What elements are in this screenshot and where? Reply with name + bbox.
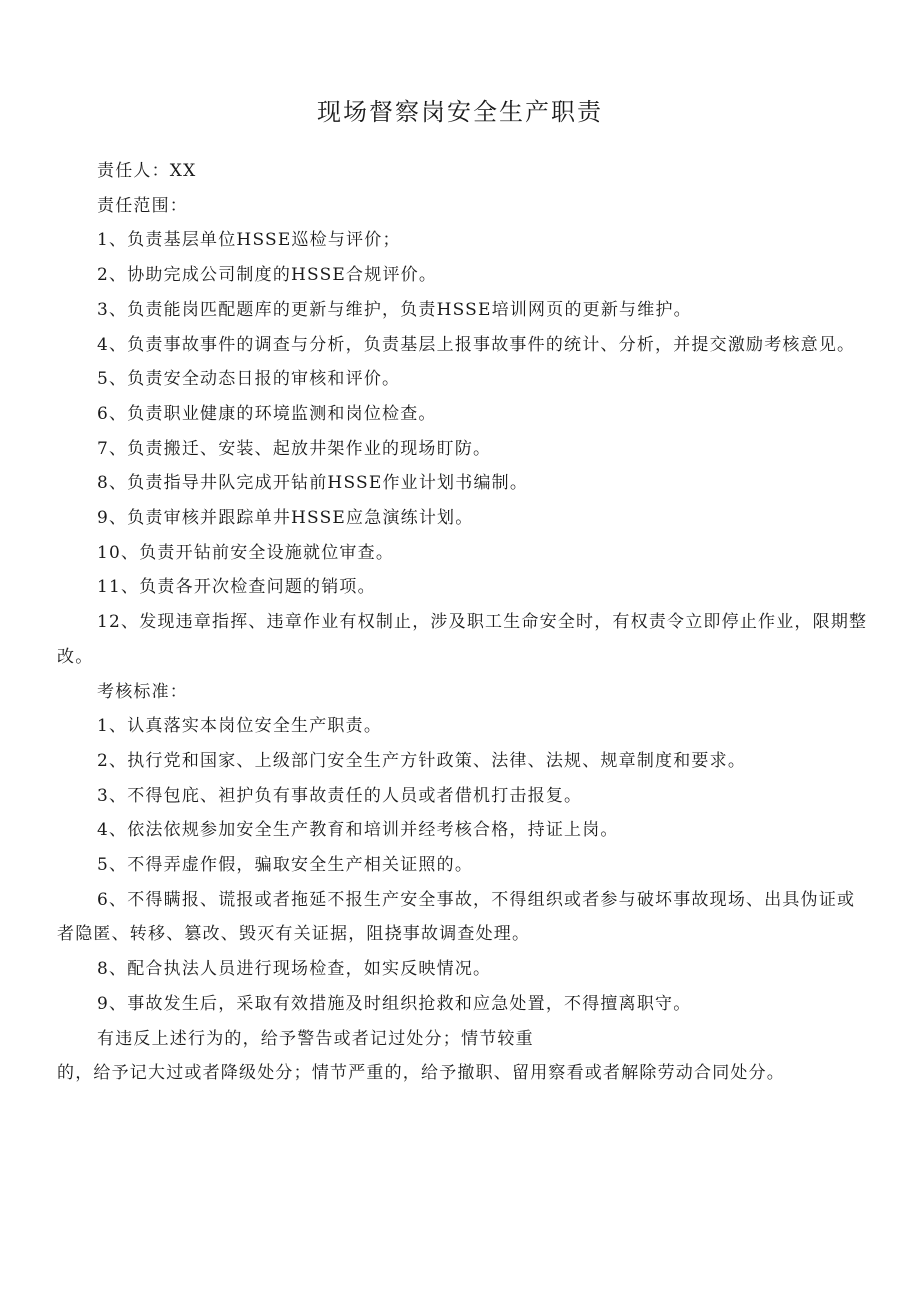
criteria-item: 6、不得瞒报、谎报或者拖延不报生产安全事故，不得组织或者参与破坏事故现场、出具伪证或者隐匿、转移、篡改、毁灭有关证据，阻挠事故调查处理。 (57, 889, 856, 945)
criteria-item: 4、依法依规参加安全生产教育和培训并经考核合格，持证上岗。 (97, 820, 619, 841)
scope-item: 3、负责能岗匹配题库的更新与维护，负责HSSE培训网页的更新与维护。 (97, 299, 692, 320)
scope-item: 12、发现违章指挥、违章作业有权制止，涉及职工生命安全时，有权责令立即停止作业，限期整改。 (57, 612, 868, 667)
criteria-item: 8、配合执法人员进行现场检查，如实反映情况。 (97, 959, 492, 980)
scope-item: 11、负责各开次检查问题的销项。 (97, 577, 376, 598)
scope-heading: 责任范围： (97, 195, 188, 216)
penalty-line: 有违反上述行为的，给予警告或者记过处分；情节较重 (97, 1028, 534, 1049)
criteria-heading: 考核标准： (97, 681, 188, 702)
criteria-item: 9、事故发生后，采取有效措施及时组织抢救和应急处置，不得擅离职守。 (97, 993, 692, 1014)
penalty-line: 的，给予记大过或者降级处分；情节严重的，给予撤职、留用察看或者解除劳动合同处分。 (57, 1063, 785, 1084)
scope-item: 4、负责事故事件的调查与分析，负责基层上报事故事件的统计、分析，并提交激励考核意见。 (97, 334, 856, 355)
criteria-item: 2、执行党和国家、上级部门安全生产方针政策、法律、法规、规章制度和要求。 (97, 750, 747, 771)
scope-item: 2、协助完成公司制度的HSSE合规评价。 (97, 265, 438, 286)
scope-item: 9、负责审核并跟踪单井HSSE应急演练计划。 (97, 508, 474, 529)
criteria-item: 3、不得包庇、袒护负有事故责任的人员或者借机打击报复。 (97, 785, 583, 806)
scope-item: 8、负责指导井队完成开钻前HSSE作业计划书编制。 (97, 473, 529, 494)
responsible-person: 责任人：XX (97, 161, 197, 181)
criteria-item: 5、不得弄虚作假，骗取安全生产相关证照的。 (97, 855, 474, 876)
scope-item: 10、负责开钻前安全设施就位审查。 (97, 542, 395, 563)
scope-item: 1、负责基层单位HSSE巡检与评价； (97, 230, 401, 251)
document-body (57, 154, 872, 1091)
scope-item: 5、负责安全动态日报的审核和评价。 (97, 369, 401, 390)
scope-item: 6、负责职业健康的环境监测和岗位检查。 (97, 403, 437, 424)
scope-item: 7、负责搬迁、安装、起放井架作业的现场盯防。 (97, 438, 492, 459)
criteria-item: 1、认真落实本岗位安全生产职责。 (97, 716, 383, 737)
document-title: 现场督察岗安全生产职责 (317, 98, 603, 126)
